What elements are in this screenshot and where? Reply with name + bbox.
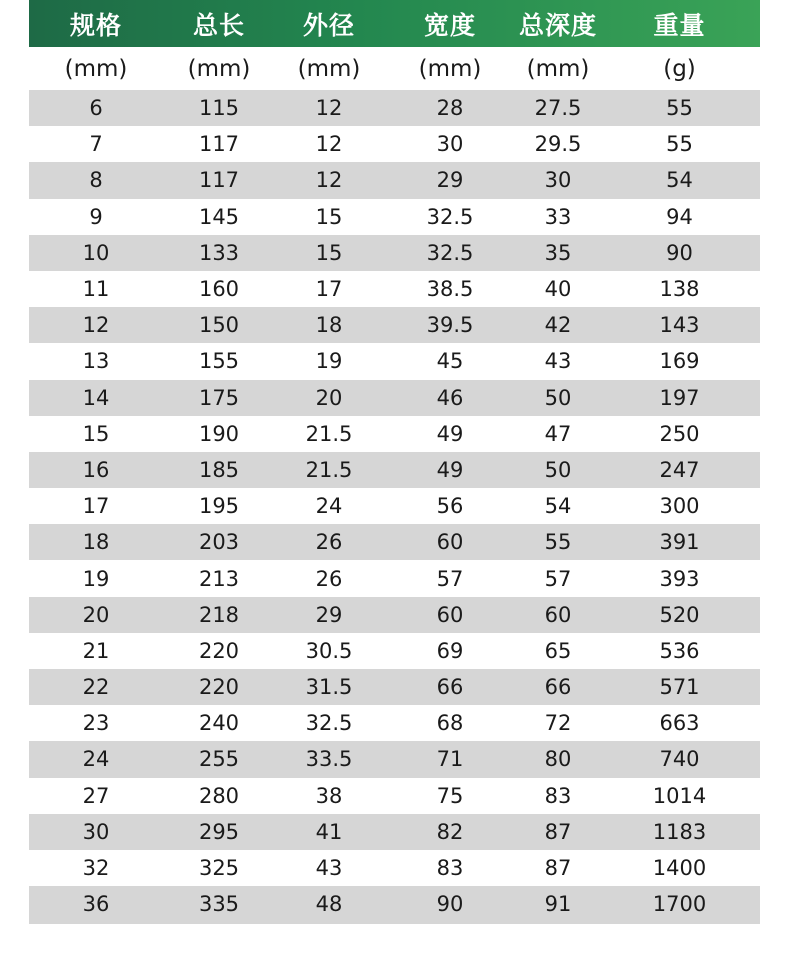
cell-weight: 138 [659,277,700,302]
cell-spec: 36 [82,892,110,917]
units-row [29,47,760,90]
cell-weight: 54 [666,168,693,193]
cell-total-depth: 72 [544,711,572,736]
cell-outer-diameter: 32.5 [305,711,353,736]
cell-total-depth: 50 [544,385,572,410]
cell-weight: 1183 [652,819,707,844]
cell-outer-diameter: 26 [315,566,343,591]
cell-width: 71 [436,747,464,772]
cell-weight: 663 [659,711,700,736]
cell-spec: 16 [82,457,110,482]
cell-total-length: 185 [198,457,240,482]
cell-total-depth: 30 [544,168,572,193]
cell-weight: 391 [659,530,700,555]
cell-spec: 14 [82,385,110,410]
cell-width: 30 [436,132,464,157]
table-row [29,741,760,777]
cell-outer-diameter: 21.5 [305,457,353,482]
cell-total-length: 280 [198,783,240,808]
cell-weight: 90 [666,240,693,265]
cell-total-depth: 33 [544,204,572,229]
table-row [29,307,760,343]
cell-total-length: 160 [198,277,240,302]
table-row [29,380,760,416]
header-total-length: 总长 [192,10,245,40]
cell-total-length: 133 [198,240,240,265]
cell-width: 83 [436,856,464,881]
table-row [29,162,760,198]
cell-total-length: 117 [198,168,240,193]
cell-outer-diameter: 43 [315,856,343,881]
table-row [29,778,760,814]
cell-total-depth: 87 [544,856,572,881]
cell-width: 46 [436,385,464,410]
cell-total-length: 295 [198,819,240,844]
cell-outer-diameter: 19 [315,349,343,374]
table-row [29,669,760,705]
table-row [29,597,760,633]
cell-weight: 1014 [652,783,707,808]
cell-outer-diameter: 15 [315,204,343,229]
cell-width: 82 [436,819,464,844]
cell-width: 69 [436,638,464,663]
cell-outer-diameter: 41 [315,819,343,844]
cell-spec: 8 [89,168,103,193]
cell-width: 32.5 [426,240,474,265]
cell-total-length: 218 [198,602,240,627]
cell-weight: 250 [659,421,700,446]
cell-total-length: 213 [198,566,240,591]
table-row [29,416,760,452]
cell-total-length: 175 [198,385,240,410]
cell-total-length: 190 [198,421,240,446]
cell-total-depth: 47 [544,421,572,446]
cell-width: 66 [436,675,464,700]
cell-outer-diameter: 18 [315,313,343,338]
cell-outer-diameter: 24 [315,494,343,519]
cell-weight: 197 [659,385,700,410]
cell-weight: 1400 [652,856,707,881]
cell-outer-diameter: 29 [315,602,343,627]
table-row [29,235,760,271]
unit-weight: (g) [663,55,696,82]
cell-spec: 24 [82,747,110,772]
cell-spec: 18 [82,530,110,555]
cell-outer-diameter: 21.5 [305,421,353,446]
cell-spec: 32 [82,856,110,881]
cell-width: 90 [436,892,464,917]
header-width: 宽度 [423,10,476,40]
cell-total-length: 150 [198,313,240,338]
cell-outer-diameter: 12 [315,132,343,157]
cell-width: 75 [436,783,464,808]
cell-outer-diameter: 12 [315,168,343,193]
cell-weight: 571 [659,675,700,700]
unit-width: (mm) [418,55,482,82]
cell-spec: 9 [89,204,103,229]
table-header [29,0,760,47]
cell-weight: 740 [659,747,700,772]
table-row [29,560,760,596]
cell-width: 60 [436,530,464,555]
cell-width: 28 [436,96,464,121]
cell-outer-diameter: 17 [315,277,343,302]
cell-total-length: 195 [198,494,240,519]
cell-spec: 12 [82,313,110,338]
cell-width: 60 [436,602,464,627]
cell-total-length: 335 [198,892,240,917]
cell-spec: 27 [82,783,110,808]
cell-total-length: 203 [198,530,240,555]
cell-spec: 15 [82,421,110,446]
table-row [29,524,760,560]
cell-total-length: 220 [198,638,240,663]
cell-width: 29 [436,168,464,193]
cell-spec: 30 [82,819,110,844]
cell-total-length: 325 [198,856,240,881]
table-row [29,271,760,307]
cell-weight: 247 [659,457,700,482]
table-row [29,705,760,741]
table-row [29,886,760,922]
cell-outer-diameter: 48 [315,892,343,917]
cell-total-depth: 50 [544,457,572,482]
cell-total-depth: 55 [544,530,572,555]
cell-spec: 7 [89,132,103,157]
cell-spec: 10 [82,240,110,265]
cell-spec: 22 [82,675,110,700]
cell-total-length: 117 [198,132,240,157]
cell-width: 38.5 [426,277,474,302]
cell-width: 57 [436,566,464,591]
cell-total-length: 240 [198,711,240,736]
cell-outer-diameter: 26 [315,530,343,555]
cell-weight: 143 [659,313,700,338]
cell-spec: 21 [82,638,110,663]
unit-spec: (mm) [64,55,128,82]
cell-outer-diameter: 33.5 [305,747,353,772]
cell-total-depth: 66 [544,675,572,700]
cell-spec: 19 [82,566,110,591]
cell-spec: 23 [82,711,110,736]
cell-outer-diameter: 15 [315,240,343,265]
cell-spec: 13 [82,349,110,374]
cell-width: 49 [436,421,464,446]
table-bottom-divider [29,922,760,924]
cell-weight: 393 [659,566,700,591]
table-row [29,90,760,126]
header-spec: 规格 [69,10,122,40]
cell-total-depth: 40 [544,277,572,302]
cell-total-depth: 27.5 [534,96,582,121]
cell-outer-diameter: 12 [315,96,343,121]
cell-weight: 169 [659,349,700,374]
cell-weight: 536 [659,638,700,663]
cell-total-depth: 65 [544,638,572,663]
cell-weight: 1700 [652,892,707,917]
cell-weight: 520 [659,602,700,627]
cell-spec: 17 [82,494,110,519]
cell-total-length: 155 [198,349,240,374]
cell-total-depth: 35 [544,240,572,265]
cell-width: 49 [436,457,464,482]
cell-total-length: 220 [198,675,240,700]
cell-spec: 20 [82,602,110,627]
table-row [29,126,760,162]
unit-outer-diameter: (mm) [297,55,361,82]
cell-total-depth: 83 [544,783,572,808]
table-row [29,814,760,850]
cell-width: 45 [436,349,464,374]
header-outer-diameter: 外径 [302,10,355,40]
cell-outer-diameter: 31.5 [305,675,353,700]
cell-total-length: 255 [198,747,240,772]
table-row [29,633,760,669]
table-row [29,199,760,235]
table-row [29,488,760,524]
unit-total-depth: (mm) [526,55,590,82]
table-row [29,850,760,886]
cell-total-depth: 29.5 [534,132,582,157]
cell-weight: 55 [666,132,693,157]
cell-total-length: 145 [198,204,240,229]
cell-spec: 6 [89,96,103,121]
cell-weight: 55 [666,96,693,121]
cell-width: 56 [436,494,464,519]
cell-total-depth: 43 [544,349,572,374]
cell-spec: 11 [82,277,110,302]
cell-total-depth: 80 [544,747,572,772]
cell-width: 39.5 [426,313,474,338]
cell-outer-diameter: 30.5 [305,638,353,663]
cell-total-depth: 91 [544,892,572,917]
table-body [29,90,760,922]
header-weight: 重量 [653,10,706,40]
cell-weight: 94 [666,204,693,229]
cell-width: 68 [436,711,464,736]
spec-table [29,0,760,924]
cell-outer-diameter: 38 [315,783,343,808]
unit-total-length: (mm) [187,55,251,82]
table-row [29,452,760,488]
header-total-depth: 总深度 [518,10,597,40]
cell-total-depth: 87 [544,819,572,844]
cell-total-depth: 60 [544,602,572,627]
cell-total-depth: 57 [544,566,572,591]
cell-outer-diameter: 20 [315,385,343,410]
cell-total-length: 115 [198,96,240,121]
cell-total-depth: 42 [544,313,572,338]
cell-weight: 300 [659,494,700,519]
table-row [29,343,760,379]
cell-total-depth: 54 [544,494,572,519]
cell-width: 32.5 [426,204,474,229]
